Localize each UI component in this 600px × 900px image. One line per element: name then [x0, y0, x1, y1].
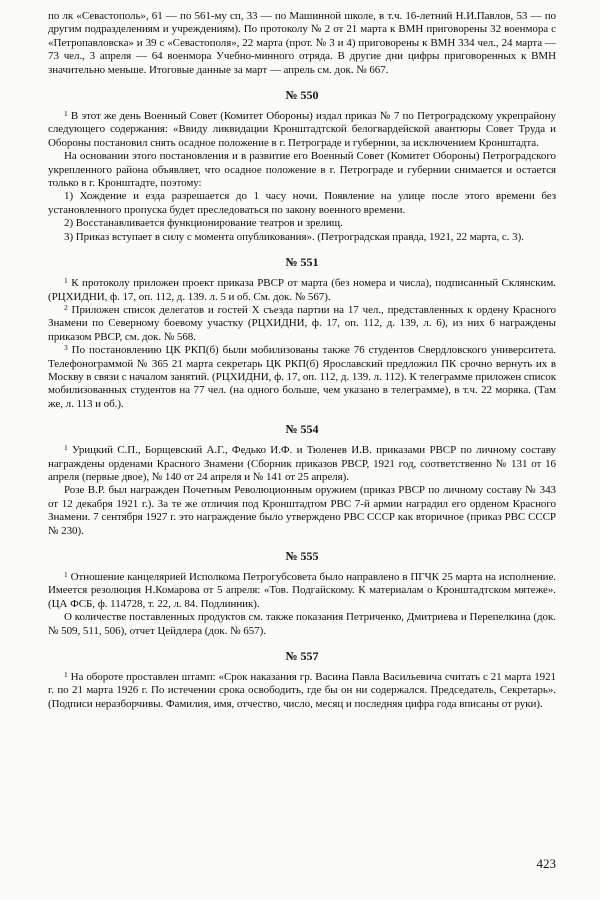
note-551-1	[48, 277, 556, 304]
note-555-paragraph-2: О количестве поставленных продуктов см. также показания Петриченко, Дмитриева и Перепелкина (док. № 509, 511, 506), отчет Цейдлера (док. № 657).	[48, 611, 556, 637]
footnote-marker: 1	[64, 670, 68, 680]
section-title-555: № 555	[285, 549, 319, 563]
note-551-2	[48, 304, 556, 344]
note-550-1	[48, 110, 556, 150]
page-number: 423	[536, 856, 556, 871]
footnote-marker: 1	[64, 443, 68, 453]
note-text: В этот же день Военный Совет (Комитет Обороны) издал приказ № 7 по Петроградскому укрепрайону следующего содержания: «Ввиду ликвидации Кронштадтской белогвардейской авантюры Совет Труда и Обороны постановил снять осадное положение в г. Петрограде и губернии, за исключением Кронштадта.	[48, 110, 556, 149]
note-557-1	[48, 671, 556, 711]
note-text: На обороте проставлен штамп: «Срок наказания гр. Васина Павла Васильевича считать с 21 марта 1921 г. по 21 марта 1926 г. По истечении срока освободить, где бы он ни содержался. Председатель, Секретарь». (Подписи неразборчивы. Фамилия, имя, отчество, число, месяц и последняя цифра года вписаны от руки).	[48, 671, 556, 710]
note-text: Урицкий С.П., Борщевский А.Г., Федько И.Ф. и Тюленев И.В. приказами РВСР по личному составу награждены орденами Красного Знамени (Сборник приказов РВСР, 1921 год, соответственно № 131 от 16 апреля (первые двое), № 140 от 24 апреля и № 141 от 25 апреля).	[48, 444, 556, 483]
note-554-1	[48, 444, 556, 484]
note-text: Отношение канцелярией Исполкома Петрогубсовета было направлено в ПГЧК 25 марта на исполнение. Имеется резолюция Н.Комарова от 5 апреля: «Тов. Подгайскому. К материалам о Кронштадтском мятеже». (ЦА ФСБ, ф. 114728, т. 22, л. 84. Подлинник).	[48, 571, 556, 610]
section-title-554: № 554	[285, 422, 319, 437]
footnote-marker: 1	[64, 109, 68, 119]
note-554-paragraph-2: Розе В.Р. был награжден Почетным Революционным оружием (приказ РВСР по личному составу № 343 от 12 декабря 1921 г.). За те же отличия под Кронштадтом РВС 7-й армии наградил его орденом Красного Знамени. 7 сентября 1927 г. это награждение было утверждено РВС СССР как вторичное (приказ РВС СССР № 230).	[48, 484, 556, 537]
note-550-item-1: 1) Хождение и езда разрешается до 1 часу ночи. Появление на улице после этого времени без установленного пропуска будет преследоваться по закону военного времени.	[48, 190, 556, 216]
footnote-marker: 1	[64, 570, 68, 579]
note-text: К протоколу приложен проект приказа РВСР от марта (без номера и числа), подписанный Склянским. (РЦХИДНИ, ф. 17, оп. 112, д. 139. л. 5 и об. См. док. № 567).	[48, 277, 556, 303]
note-550-paragraph-2: На основании этого постановления и в развитие его Военный Совет (Комитет Обороны) Петроградского укрепленного района объявляет, что осадное положение в г. Петрограде и губернии снимается и остается только в г. Кронштадте, поэтому:	[48, 150, 556, 190]
note-555-1	[48, 571, 556, 611]
note-550-item-3: 3) Приказ вступает в силу с момента опубликования». (Петроградская правда, 1921, 22 марта, с. 3).	[64, 230, 524, 243]
section-title-551: № 551	[285, 255, 319, 270]
footnote-marker: 1	[64, 276, 68, 286]
intro-paragraph: по лк «Севастополь», 61 — по 561-му сп, 33 — по Машинной школе, в т.ч. 16-летний Н.И.Павлов, 53 — по другим подразделениям и учреждениям). По протоколу № 2 от 21 марта к ВМН приговорены 32 военмора с «Петропавловска» и 39 с «Севастополя», 22 марта (прот. № 3 и 4) приговорены к ВМН 334 чел., 24 марта — 73 чел., 3 апреля — 64 военмора Учебно-минного отряда. В другие дни цифры приговоренных к ВМН значительно меньше. Итоговые данные за март — апрель см. док. № 667.	[48, 10, 556, 76]
note-text: Приложен список делегатов и гостей X съезда партии на 17 чел., представленных к ордену Красного Знамени по Северному боевому участку (РЦХИДНИ, ф. 17, оп. 112, д. 139, л. 6), из них 6 награждены приказом РВСР, см. док. № 568.	[48, 303, 556, 343]
footnote-marker: 2	[64, 302, 68, 312]
note-550-item-2: 2) Восстанавливается функционирование театров и зрелищ.	[64, 217, 343, 230]
note-551-3	[48, 344, 556, 411]
note-text: По постановлению ЦК РКП(б) были мобилизованы также 76 студентов Свердловского университета. Телефонограммой № 365 21 марта секретарь ЦК РКП(б) Ярославский предложил ПК срочно вернуть их в Москву в связи с началом занятий. (РЦХИДНИ, ф. 17, оп. 112, д. 139. л. 112). К телеграмме приложен список мобилизованных студентов на 77 чел. (на одного больше, чем указано в телеграмме), в т.ч. 22 моряка. (Там же, л. 113 и об.).	[48, 344, 556, 410]
section-title-550: № 550	[285, 88, 319, 103]
section-title-557: № 557	[285, 649, 319, 664]
footnote-marker: 3	[64, 343, 68, 353]
